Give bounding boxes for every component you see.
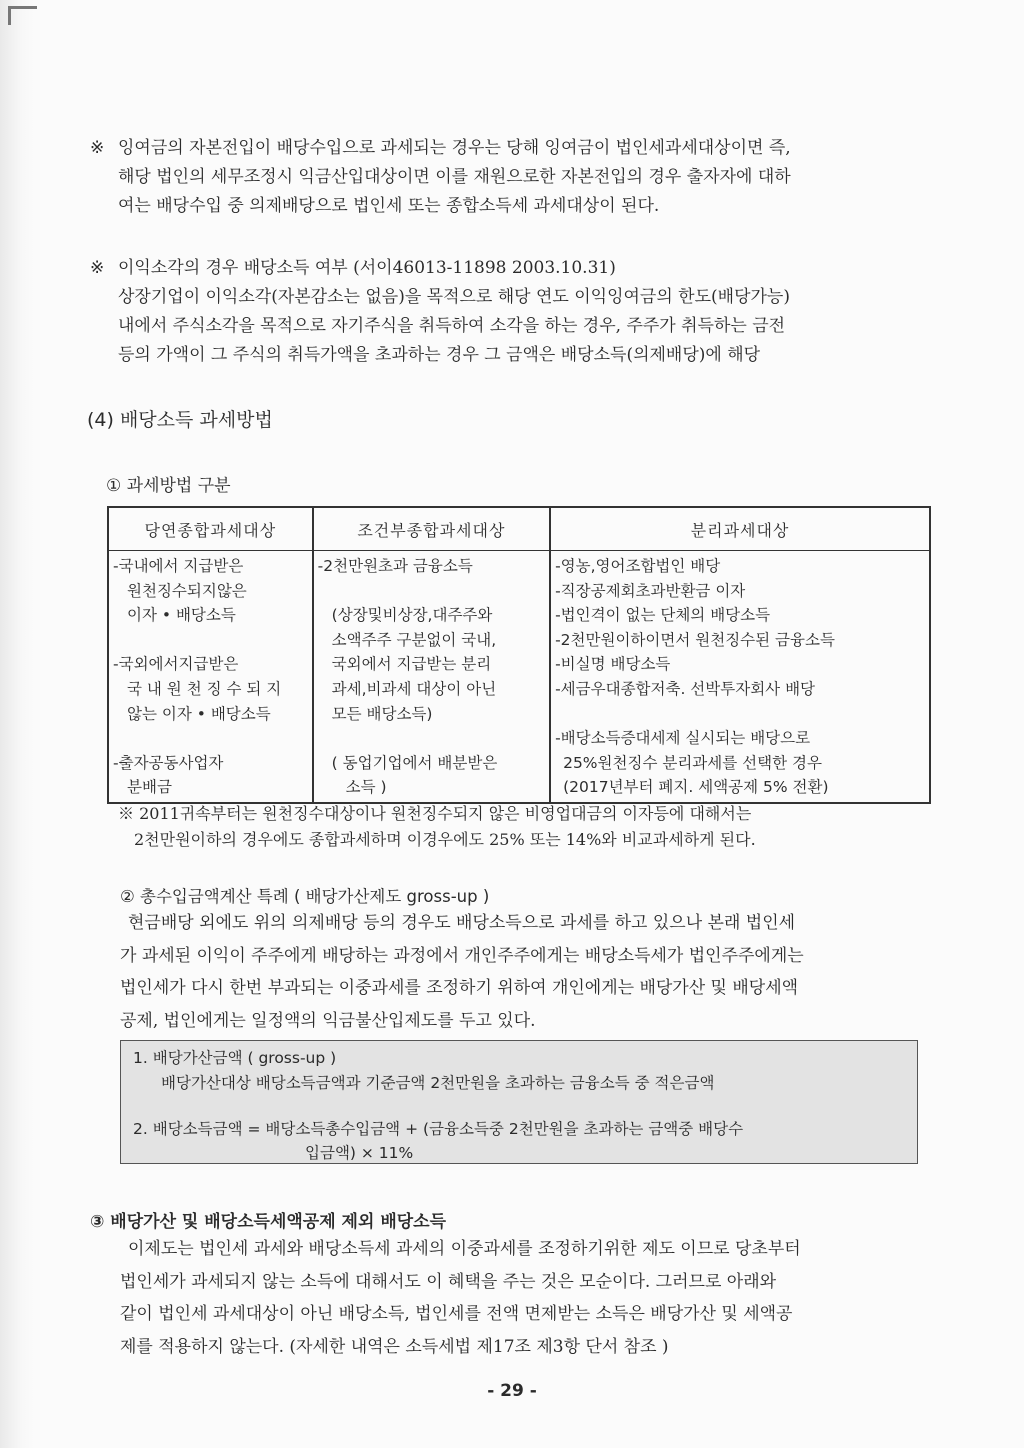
paragraph-line: 이제도는 법인세 과세와 배당소득세 과세의 이중과세를 조정하기위한 제도 이므로 당초부터 [128, 1239, 801, 1259]
footnote-line: 2천만원이하의 경우에도 종합과세하며 이경우에도 25% 또는 14%와 비교과세하게 된다. [134, 830, 756, 849]
cell-line: (상장및비상장,대주주와 [331, 606, 493, 625]
footnote-line: ※ 2011귀속부터는 원천징수대상이나 원천징수되지 않은 비영업대금의 이자등에 대해서는 [118, 804, 752, 823]
cell-line: -세금우대종합저축. 선박투자회사 배당 [555, 679, 816, 698]
paragraph-line: 법인세가 다시 한번 부과되는 이중과세를 조정하기 위하여 개인에게는 배당가산 및 배당세액 [120, 978, 799, 998]
cell-line: -국외에서지급받은 [113, 655, 239, 674]
note-line: 상장기업이 이익소각(자본감소는 없음)을 목적으로 해당 연도 이익잉여금의 한도(배당가능) [118, 287, 790, 307]
reference-mark: ※ [90, 258, 105, 278]
table-header-row [108, 507, 930, 551]
formula-item-body: 배당가산대상 배당소득금액과 기준금액 2천만원을 초과하는 금융소득 중 적은금액 [161, 1074, 715, 1092]
paragraph-line: 가 과세된 이익이 주주에게 배당하는 과정에서 개인주주에게는 배당소득세가 법인주주에게는 [120, 945, 804, 966]
table-header-cell: 당연종합과세대상 [108, 507, 313, 551]
cell-line: 소액주주 구분없이 국내, [331, 630, 497, 649]
paragraph-gross-up [120, 907, 950, 1037]
section-heading: (4) 배당소득 과세방법 [87, 409, 273, 431]
cell-line: -출자공동사업자 [113, 753, 224, 772]
cell-line: -2천만원이하이면서 원천징수된 금융소득 [555, 630, 835, 649]
cell-line: -직장공제회초과반환금 이자 [555, 581, 746, 600]
cell-line: 원천징수되지않은 [127, 581, 247, 600]
note-line: 이익소각의 경우 배당소득 여부 (서이46013-11898 2003.10.31) [118, 258, 616, 278]
formula-item-title: 2. 배당소득금액 = 배당소득총수입금액 + (금융소득중 2천만원을 초과하는 금액중 배당수 [133, 1120, 744, 1138]
table-cell-conditional [313, 551, 550, 803]
cell-line: 국 내 원 천 징 수 되 지 [127, 679, 282, 698]
cell-line: 25%원천징수 분리과세를 선택한 경우 [563, 753, 822, 772]
cell-line: 이자 • 배당소득 [127, 606, 236, 625]
cell-line: -비실명 배당소득 [555, 655, 671, 674]
subsection-heading: ③ 배당가산 및 배당소득세액공제 제외 배당소득 [90, 1212, 447, 1232]
formula-item-title: 1. 배당가산금액 ( gross-up ) [133, 1049, 337, 1067]
note-line: 잉여금의 자본전입이 배당수입으로 과세되는 경우는 당해 잉여금이 법인세과세대상이면 즉, [118, 138, 791, 158]
cell-line: (2017년부터 폐지. 세액공제 5% 전환) [563, 778, 829, 797]
note-profit-retirement [90, 254, 940, 370]
cell-line: 모든 배당소득) [331, 704, 433, 723]
reference-mark: ※ [90, 138, 105, 158]
cell-line: 분배금 [127, 778, 172, 797]
scan-edge-shadow [0, 0, 34, 1448]
paragraph-exclusion [120, 1233, 950, 1363]
note-line: 내에서 주식소각을 목적으로 자기주식을 취득하여 소각을 하는 경우, 주주가 취득하는 금전 [118, 316, 786, 336]
note-line: 여는 배당수입 중 의제배당으로 법인세 또는 종합소득세 과세대상이 된다. [118, 196, 660, 216]
table-row [108, 551, 930, 803]
paragraph-line: 법인세가 과세되지 않는 소득에 대해서도 이 혜택을 주는 것은 모순이다. 그러므로 아래와 [120, 1271, 777, 1292]
paragraph-line: 같이 법인세 과세대상이 아닌 배당소득, 법인세를 전액 면제받는 소득은 배당가산 및 세액공 [120, 1304, 793, 1324]
formula-item-body: 입금액) × 11% [305, 1144, 414, 1162]
page-number: - 29 - [487, 1381, 537, 1401]
cell-line: 국외에서 지급받는 분리 [331, 655, 492, 674]
note-line: 해당 법인의 세무조정시 익금산입대상이면 이를 재원으로한 자본전입의 경우 출자자에 대하 [118, 167, 791, 187]
taxation-method-table [107, 506, 931, 804]
table-cell-separate [550, 551, 930, 803]
cell-line: -법인격이 없는 단체의 배당소득 [555, 606, 771, 625]
cell-line: -영농,영어조합법인 배당 [555, 557, 721, 575]
table-cell-comprehensive [108, 551, 313, 803]
subsection-heading: ① 과세방법 구분 [106, 476, 231, 496]
note-retained-earnings [90, 134, 940, 221]
cell-line: 과세,비과세 대상이 아닌 [331, 679, 497, 698]
cell-line: ( 동업기업에서 배분받은 [331, 753, 498, 772]
table-footnote [118, 801, 756, 853]
cell-line: -배당소득증대세제 실시되는 배당으로 [555, 729, 811, 748]
formula-box [120, 1040, 918, 1164]
note-line: 등의 가액이 그 주식의 취득가액을 초과하는 경우 그 금액은 배당소득(의제배당)에 해당 [118, 345, 761, 365]
subsection-heading: ② 총수입금액계산 특례 ( 배당가산제도 gross-up ) [120, 887, 490, 906]
cell-line: 소득 ) [345, 778, 387, 797]
paragraph-line: 현금배당 외에도 위의 의제배당 등의 경우도 배당소득으로 과세를 하고 있으나 본래 법인세 [128, 913, 796, 933]
table-header-cell: 조건부종합과세대상 [313, 507, 550, 551]
paragraph-line: 공제, 법인에게는 일정액의 익금불산입제도를 두고 있다. [120, 1010, 536, 1031]
cell-line: 않는 이자 • 배당소득 [127, 704, 271, 723]
scan-corner-mark [8, 6, 37, 25]
paragraph-line: 제를 적용하지 않는다. (자세한 내역은 소득세법 제17조 제3항 단서 참조 ) [120, 1336, 669, 1357]
table-header-cell: 분리과세대상 [550, 507, 930, 551]
cell-line: -2천만원초과 금융소득 [317, 557, 473, 575]
cell-line: -국내에서 지급받은 [113, 557, 244, 575]
